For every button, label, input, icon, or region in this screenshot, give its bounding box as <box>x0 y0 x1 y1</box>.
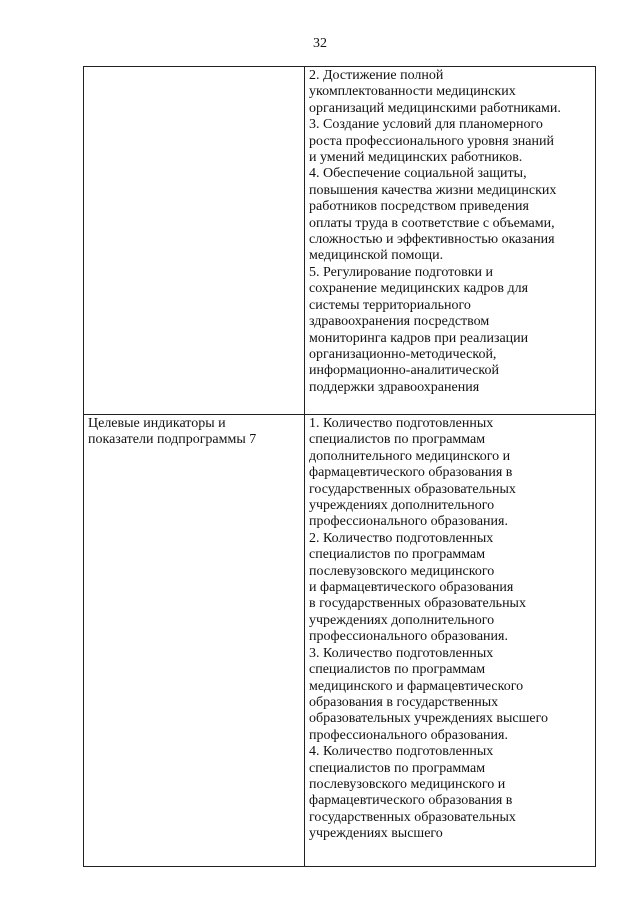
row-label-cell <box>84 415 305 867</box>
list-item: 2. Количество подготовленных специалистов по программам послевузовского медицинского и фармацевтического образования в государственных образовательных учреждениях дополнительного профессионального образования. <box>309 530 526 645</box>
row-label-cell <box>84 67 305 415</box>
list-item: 3. Создание условий для планомерного роста профессионального уровня знаний и умений медицинских работников. <box>309 117 554 166</box>
list-item: 4. Обеспечение социальной защиты, повышения качества жизни медицинских работников посредством приведения оплаты труда в соответствие с объемами, сложностью и эффективностью оказания медицинской помощи. <box>309 166 557 264</box>
row-content-cell <box>305 415 596 867</box>
list-item: 3. Количество подготовленных специалистов по программам медицинского и фармацевтического образования в государственных образовательных учреждениях высшего профессионального образования. <box>309 645 548 743</box>
table-row-goals <box>84 67 596 415</box>
page-number: 32 <box>313 36 327 51</box>
row-content-cell <box>305 67 596 415</box>
list-item: 2. Достижение полной укомплектованности медицинских организаций медицинскими работниками. <box>309 68 561 116</box>
list-item: 5. Регулирование подготовки и сохранение медицинских кадров для системы территориального здравоохранения посредством мониторинга кадров при реализации организационно-методической, информационно-аналитической поддержки здравоохранения <box>309 264 529 395</box>
table-row-indicators <box>84 415 596 867</box>
subprogram-table <box>83 66 596 867</box>
list-item: 4. Количество подготовленных специалистов по программам послевузовского медицинского и фармацевтического образования в государственных образовательных учреждениях высшего <box>309 744 516 842</box>
row-label: Целевые индикаторы и показатели подпрограммы 7 <box>88 416 257 448</box>
list-item: 1. Количество подготовленных специалистов по программам дополнительного медицинского и фармацевтического образования в государственных образовательных учреждениях дополнительного профессионального образования. <box>309 416 516 530</box>
